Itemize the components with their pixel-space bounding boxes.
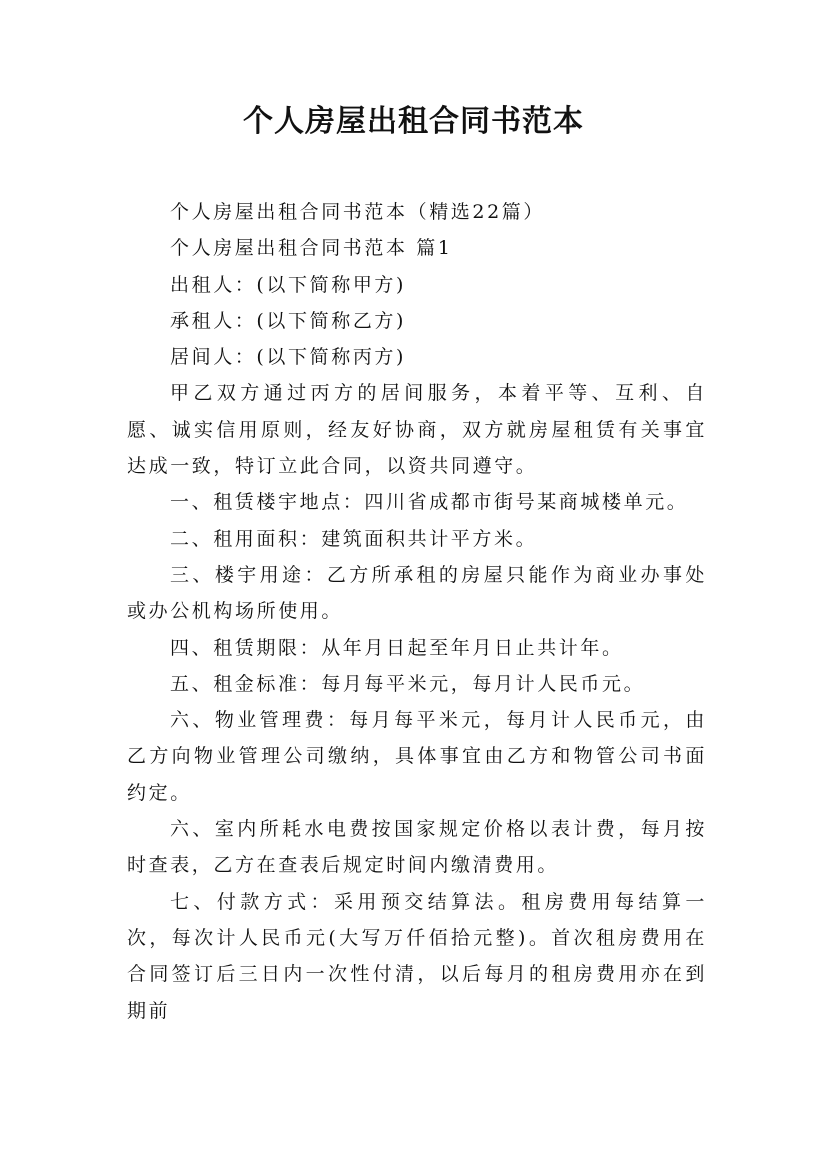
paragraph-clause-location: 一、租赁楼宇地点：四川省成都市街号某商城楼单元。 (170, 491, 689, 514)
document-body (127, 194, 707, 1029)
paragraph-subtitle: 个人房屋出租合同书范本（精选22篇） (170, 201, 545, 223)
paragraph-clause-rent: 五、租金标准：每月每平米元，每月计人民币元。 (170, 672, 646, 695)
paragraph-intermediary: 居间人：(以下简称丙方) (170, 346, 407, 369)
paragraph-preamble: 甲乙双方通过丙方的居间服务，本着平等、互利、自愿、诚实信用原则，经友好协商，双方就房屋租赁有关事宜达成一致，特订立此合同，以资共同遵守。 (127, 382, 707, 478)
paragraph-clause-property-fee: 六、物业管理费：每月每平米元，每月计人民币元，由乙方向物业管理公司缴纳，具体事宜由乙方和物管公司书面约定。 (127, 709, 707, 804)
paragraph-lessee: 承租人：(以下简称乙方) (170, 309, 407, 332)
paragraph-clause-payment: 七、付款方式：采用预交结算法。租房费用每结算一次，每次计人民币元(大写万仟佰拾元整)。首次租房费用在合同签订后三日内一次性付清，以后每月的租房费用亦在到期前 (127, 890, 707, 1022)
paragraph-clause-area: 二、租用面积：建筑面积共计平方米。 (170, 527, 538, 550)
paragraph-section-heading: 个人房屋出租合同书范本 篇1 (170, 237, 453, 260)
paragraph-clause-term: 四、租赁期限：从年月日起至年月日止共计年。 (170, 636, 624, 659)
document-title: 个人房屋出租合同书范本 (243, 104, 584, 139)
paragraph-clause-utilities: 六、室内所耗水电费按国家规定价格以表计费，每月按时查表，乙方在查表后规定时间内缴清费用。 (127, 818, 707, 877)
paragraph-lessor: 出租人：(以下简称甲方) (170, 273, 407, 296)
paragraph-clause-usage: 三、楼宇用途：乙方所承租的房屋只能作为商业办事处或办公机构场所使用。 (127, 563, 707, 623)
